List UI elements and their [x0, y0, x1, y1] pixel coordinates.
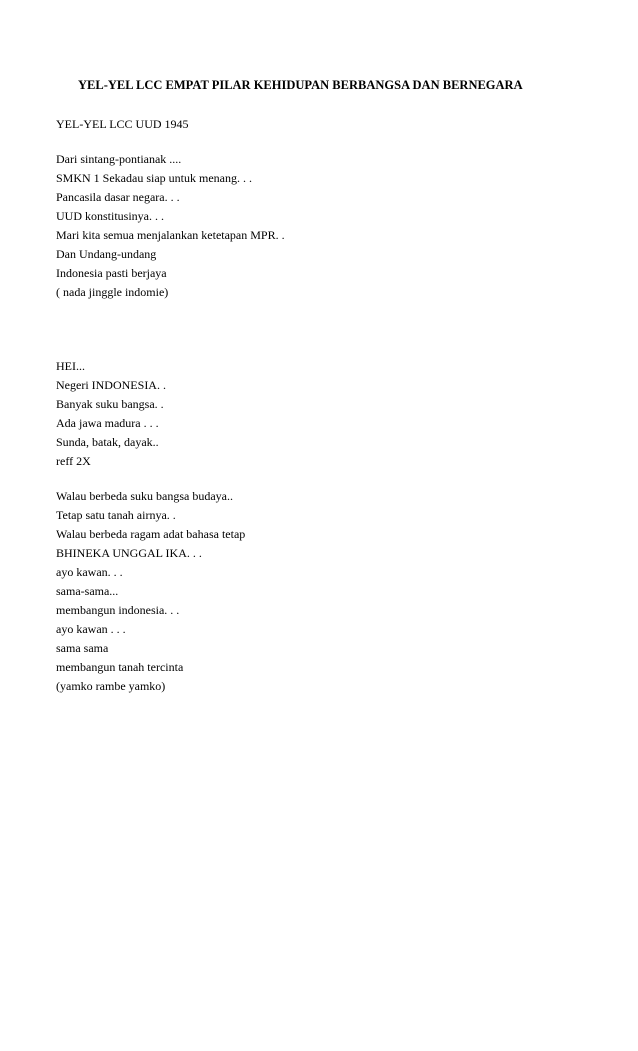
- lyric-line: Dari sintang-pontianak ....: [56, 152, 182, 166]
- lyric-line: SMKN 1 Sekadau siap untuk menang. . .: [56, 171, 252, 185]
- lyric-line: sama-sama...: [56, 584, 119, 598]
- lyric-line: ayo kawan . . .: [56, 622, 126, 636]
- lyric-line: Pancasila dasar negara. . .: [56, 190, 180, 204]
- lyric-line: Mari kita semua menjalankan ketetapan MPR. .: [56, 228, 285, 242]
- stanza-2: [56, 357, 166, 471]
- stanza-3: [56, 487, 245, 696]
- lyric-line: Tetap satu tanah airnya. .: [56, 508, 176, 522]
- lyric-line: reff 2X: [56, 454, 91, 468]
- lyric-line: HEI...: [56, 359, 85, 373]
- lyric-line: ( nada jinggle indomie): [56, 285, 169, 299]
- lyric-line: (yamko rambe yamko): [56, 679, 166, 693]
- lyric-line: Indonesia pasti berjaya: [56, 266, 167, 280]
- lyric-line: Negeri INDONESIA. .: [56, 378, 166, 392]
- lyric-line: Dan Undang-undang: [56, 247, 157, 261]
- document-title: YEL-YEL LCC EMPAT PILAR KEHIDUPAN BERBANGSA DAN BERNEGARA: [78, 78, 523, 92]
- lyric-line: UUD konstitusinya. . .: [56, 209, 164, 223]
- lyric-line: sama sama: [56, 641, 109, 655]
- lyric-line: Walau berbeda suku bangsa budaya..: [56, 489, 233, 503]
- lyric-line: Walau berbeda ragam adat bahasa tetap: [56, 527, 246, 541]
- lyric-line: BHINEKA UNGGAL IKA. . .: [56, 546, 202, 560]
- lyric-line: membangun tanah tercinta: [56, 660, 184, 674]
- lyric-line: Ada jawa madura . . .: [56, 416, 159, 430]
- lyric-line: Banyak suku bangsa. .: [56, 397, 164, 411]
- stanza-1: [56, 150, 285, 302]
- document-subtitle: YEL-YEL LCC UUD 1945: [56, 117, 189, 131]
- lyric-line: membangun indonesia. . .: [56, 603, 180, 617]
- lyric-line: ayo kawan. . .: [56, 565, 123, 579]
- lyric-line: Sunda, batak, dayak..: [56, 435, 159, 449]
